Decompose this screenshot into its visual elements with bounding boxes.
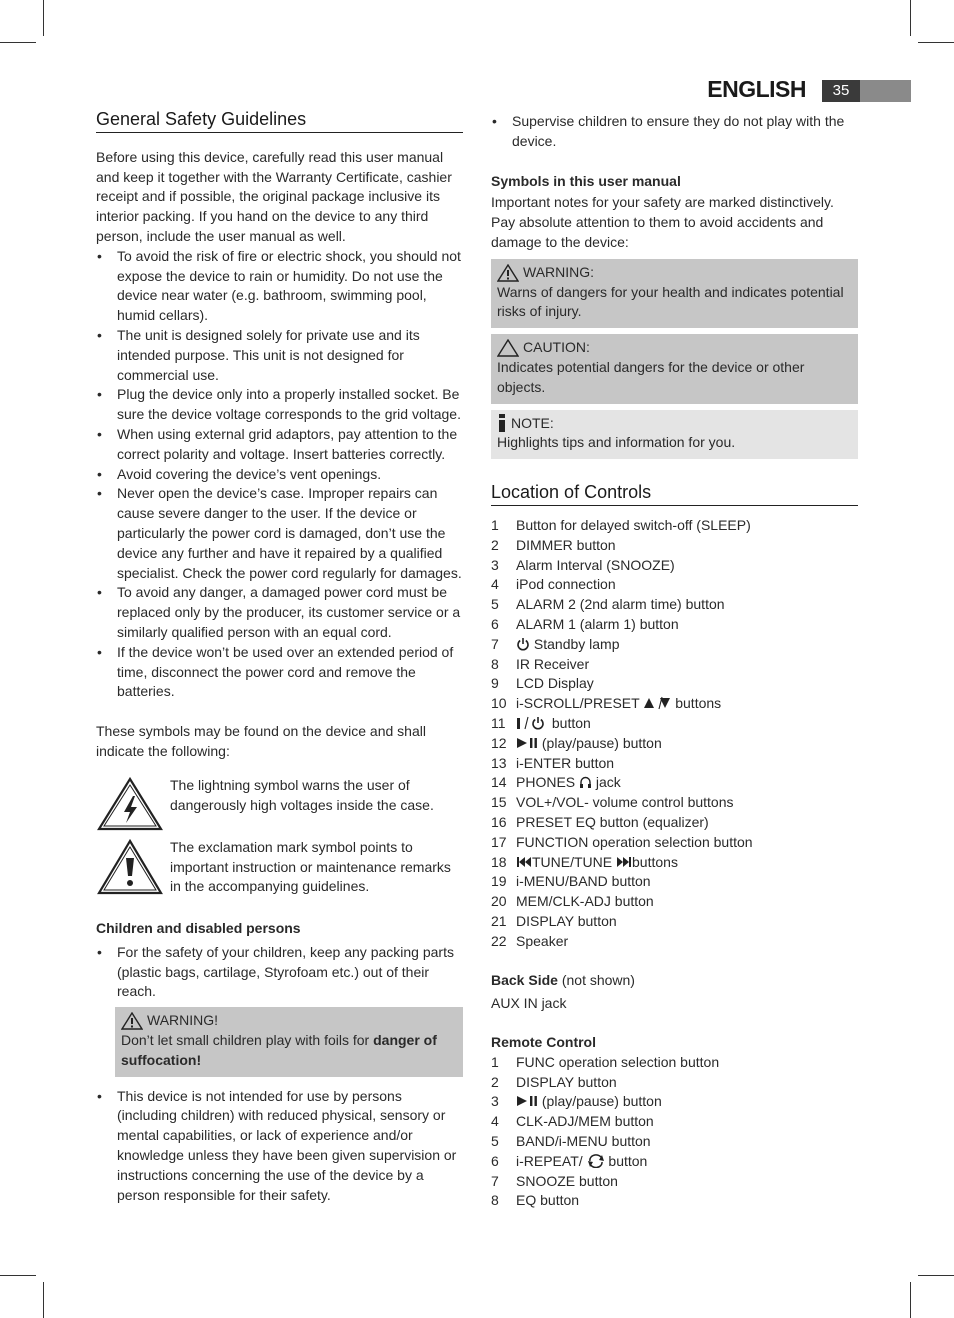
- list-item: [491, 793, 858, 813]
- back-side-note: (not shown): [561, 972, 635, 989]
- list-item: [491, 773, 858, 793]
- list-item: [491, 833, 858, 853]
- persons-bullet-list: [96, 1087, 463, 1206]
- caution-legend-box: [491, 334, 858, 403]
- power-icon: [516, 637, 530, 651]
- item-label-suffix: buttons: [632, 853, 678, 870]
- item-number: 3: [491, 1093, 499, 1110]
- warning-legend-title: [497, 263, 852, 283]
- list-item: [491, 1172, 858, 1192]
- page-number: 35: [822, 80, 860, 102]
- item-text: Button for delayed switch-off (SLEEP): [516, 516, 751, 533]
- list-item: [491, 575, 858, 595]
- crop-mark: [0, 1275, 36, 1276]
- item-label: button: [551, 714, 591, 731]
- item-text: EQ button: [516, 1192, 580, 1209]
- item-text: [516, 1092, 662, 1112]
- list-item: [491, 615, 858, 635]
- caution-triangle-icon: [497, 339, 519, 357]
- item-text: iPod connection: [516, 576, 616, 593]
- list-item: • Avoid covering the device’s vent openings.: [96, 465, 463, 485]
- item-text: ALARM 1 (alarm 1) button: [516, 615, 679, 632]
- warning-box-title: [121, 1011, 457, 1031]
- item-label: (play/pause) button: [541, 1093, 662, 1110]
- list-item: [491, 674, 858, 694]
- warning-legend-box: [491, 259, 858, 328]
- item-number: 8: [491, 1192, 499, 1209]
- play-pause-icon: [516, 736, 538, 750]
- item-label: i-SCROLL/PRESET: [516, 695, 640, 712]
- list-item: [491, 595, 858, 615]
- item-number: 20: [491, 893, 507, 910]
- item-text: LCD Display: [516, 675, 594, 692]
- item-text: VOL+/VOL- volume control buttons: [516, 794, 734, 811]
- crop-mark: [910, 1282, 911, 1318]
- item-text: DISPLAY button: [516, 912, 617, 929]
- item-label: Standby lamp: [533, 635, 620, 652]
- item-number: 10: [491, 695, 507, 712]
- warning-box: [115, 1007, 463, 1076]
- item-text: [516, 635, 620, 655]
- play-pause-icon: [516, 1094, 538, 1108]
- item-number: 5: [491, 1133, 499, 1150]
- warning-triangle-icon: [497, 264, 519, 282]
- list-item: [491, 714, 858, 734]
- list-item: • If the device won’t be used over an extended period of time, disconnect the power cord and remove the batteries.: [96, 643, 463, 702]
- item-number: 6: [491, 1152, 499, 1169]
- left-column: [96, 110, 463, 1205]
- item-text: i-ENTER button: [516, 754, 615, 771]
- section-title-safety: General Safety Guidelines: [96, 110, 463, 133]
- exclamation-warning-icon: [96, 838, 164, 896]
- list-item: [491, 536, 858, 556]
- item-text: [516, 1152, 647, 1172]
- symbols-heading: Symbols in this user manual: [491, 172, 681, 189]
- list-item: [491, 912, 858, 932]
- item-text: [516, 734, 662, 754]
- item-number: 14: [491, 774, 507, 791]
- item-text: [516, 694, 721, 714]
- list-item: [491, 813, 858, 833]
- skip-back-icon: [516, 855, 532, 869]
- crop-mark: [918, 42, 954, 43]
- item-text: ALARM 2 (2nd alarm time) button: [516, 596, 725, 613]
- language-heading: ENGLISH: [707, 76, 806, 102]
- item-number: 21: [491, 912, 507, 929]
- back-side-item: AUX IN jack: [491, 995, 567, 1012]
- item-text: Alarm Interval (SNOOZE): [516, 556, 675, 573]
- safety-bullet-list: [96, 247, 463, 702]
- list-item: [491, 892, 858, 912]
- symbols-paragraph: Important notes for your safety are marked distinctively. Pay absolute attention to them to avoid accidents and damage to the device:: [491, 194, 834, 250]
- item-number: 4: [491, 576, 499, 593]
- crop-mark: [910, 0, 911, 36]
- note-legend-box: [491, 410, 858, 460]
- caution-legend-text: Indicates potential dangers for the device or other objects.: [497, 358, 805, 395]
- headphones-icon: [579, 775, 592, 789]
- item-number: 15: [491, 794, 507, 811]
- back-side-label: Back Side: [491, 972, 558, 989]
- list-item: [491, 1132, 858, 1152]
- children-heading: Children and disabled persons: [96, 920, 301, 937]
- warning-legend-text: Warns of dangers for your health and indicates potential risks of injury.: [497, 283, 844, 320]
- list-item: • Plug the device only into a properly installed socket. Be sure the device voltage corresponds to the grid voltage.: [96, 385, 463, 425]
- item-text: DIMMER button: [516, 536, 616, 553]
- note-legend-label: NOTE:: [511, 414, 554, 431]
- list-item: • The unit is designed solely for private use and its intended purpose. This unit is not designed for commercial use.: [96, 326, 463, 385]
- item-number: 4: [491, 1113, 499, 1130]
- caution-legend-title: [497, 338, 852, 358]
- crop-mark: [0, 42, 36, 43]
- item-text: [516, 773, 621, 793]
- warning-label: WARNING!: [147, 1012, 219, 1029]
- power-toggle-icon: [516, 716, 548, 730]
- item-number: 8: [491, 655, 499, 672]
- item-number: 7: [491, 1172, 499, 1189]
- list-item: • This device is not intended for use by persons (including children) with reduced physical, sensory or mental capabilities, or lack of experience and/or knowledge unless they have been given supervision or instructions concerning the use of the device by a person responsible for their safety.: [96, 1087, 463, 1206]
- list-item: [491, 635, 858, 655]
- lightning-warning-icon: [96, 776, 164, 832]
- list-item: [491, 1191, 858, 1211]
- item-number: 1: [491, 516, 499, 533]
- list-item: [491, 1152, 858, 1172]
- warning-legend-label: WARNING:: [523, 263, 595, 280]
- list-item: • Never open the device’s case. Improper repairs can cause severe danger to the user. If the device or particularly the power cord is damaged, don’t use the device any further and have it repaired by a qualified specialist. Check the power cord regularly for damages.: [96, 484, 463, 583]
- item-label-suffix: button: [608, 1152, 648, 1169]
- item-label: TUNE/TUNE: [532, 853, 613, 870]
- item-number: 2: [491, 1073, 499, 1090]
- item-label-suffix: buttons: [675, 695, 722, 712]
- supervise-bullet-list: [491, 112, 858, 152]
- list-item: [491, 1073, 858, 1093]
- item-number: 11: [491, 714, 506, 731]
- item-number: 2: [491, 536, 499, 553]
- list-item: [491, 853, 858, 873]
- list-item: [491, 872, 858, 892]
- list-item: • To avoid the risk of fire or electric shock, you should not expose the device to rain or humidity. Do not use the device near water (e.g. bathroom, swimming pool, humid cellars).: [96, 247, 463, 326]
- intro-paragraph: Before using this device, carefully read this user manual and keep it together with the Warranty Certificate, cashier receipt and if possible, the original package inclusive its interior packing. If you hand on the device to any third person, include the user manual as well.: [96, 148, 452, 244]
- warning-text: [121, 1031, 457, 1071]
- item-number: 22: [491, 932, 507, 949]
- item-text: [516, 853, 678, 873]
- item-label: PHONES: [516, 774, 576, 791]
- item-number: 5: [491, 596, 499, 613]
- lightning-description: The lightning symbol warns the user of dangerously high voltages inside the case.: [170, 776, 434, 813]
- list-item: [491, 516, 858, 536]
- header-bar: [860, 80, 911, 102]
- warning-triangle-icon: [121, 1012, 143, 1030]
- list-item: [491, 1092, 858, 1112]
- up-down-arrows-icon: [643, 696, 671, 710]
- item-text: CLK-ADJ/MEM button: [516, 1113, 654, 1130]
- list-item: • Supervise children to ensure they do not play with the device.: [491, 112, 858, 152]
- list-item: [491, 1112, 858, 1132]
- lightning-symbol-row: [96, 776, 463, 832]
- list-item: [491, 556, 858, 576]
- note-legend-text: Highlights tips and information for you.: [497, 434, 736, 451]
- item-text: Speaker: [516, 932, 569, 949]
- item-number: 9: [491, 675, 499, 692]
- item-text: DISPLAY button: [516, 1073, 617, 1090]
- remote-heading: Remote Control: [491, 1034, 596, 1051]
- item-text: SNOOZE button: [516, 1172, 618, 1189]
- item-text: FUNC operation selection button: [516, 1053, 720, 1070]
- crop-mark: [43, 1282, 44, 1318]
- exclamation-description: The exclamation mark symbol points to important instruction or maintenance remarks in the accompanying guidelines.: [170, 838, 451, 895]
- controls-list: [491, 516, 858, 952]
- warning-text-main: Don’t let small children play with foils for: [121, 1032, 374, 1049]
- exclamation-symbol-row: [96, 838, 463, 897]
- info-icon: [497, 414, 507, 432]
- list-item: [491, 1053, 858, 1073]
- back-side-line: [491, 971, 858, 991]
- list-item: • For the safety of your children, keep any packing parts (plastic bags, cartilage, Styrofoam etc.) out of their reach.: [96, 943, 463, 1002]
- item-text: i-MENU/BAND button: [516, 873, 651, 890]
- list-item: [491, 734, 858, 754]
- item-number: 18: [491, 853, 507, 870]
- list-item: • To avoid any danger, a damaged power cord must be replaced only by the producer, its customer service or a similarly qualified person with an equal cord.: [96, 583, 463, 642]
- repeat-icon: [587, 1154, 605, 1168]
- list-item: [491, 694, 858, 714]
- item-number: 16: [491, 813, 507, 830]
- item-label: (play/pause) button: [541, 734, 662, 751]
- section-title-controls: Location of Controls: [491, 483, 858, 506]
- item-number: 17: [491, 833, 507, 850]
- list-item: [491, 754, 858, 774]
- item-number: 13: [491, 754, 507, 771]
- crop-mark: [43, 0, 44, 36]
- list-item: [491, 655, 858, 675]
- caution-legend-label: CAUTION:: [523, 339, 590, 356]
- list-item: • When using external grid adaptors, pay attention to the correct polarity and voltage. Insert batteries correctly.: [96, 425, 463, 465]
- item-text: IR Receiver: [516, 655, 590, 672]
- item-text: FUNCTION operation selection button: [516, 833, 753, 850]
- item-label-suffix: jack: [595, 774, 621, 791]
- item-text: PRESET EQ button (equalizer): [516, 813, 709, 830]
- children-bullet-list: [96, 943, 463, 1002]
- item-text: MEM/CLK-ADJ button: [516, 893, 654, 910]
- remote-list: [491, 1053, 858, 1211]
- list-item: [491, 932, 858, 952]
- skip-forward-icon: [616, 855, 632, 869]
- symbols-intro: These symbols may be found on the device and shall indicate the following:: [96, 723, 426, 759]
- item-number: 6: [491, 615, 499, 632]
- item-label: i-REPEAT/: [516, 1152, 583, 1169]
- item-number: 12: [491, 734, 507, 751]
- item-text: [516, 714, 591, 734]
- note-legend-title: [497, 414, 852, 434]
- right-column: [491, 110, 858, 1211]
- item-number: 7: [491, 635, 499, 652]
- item-number: 19: [491, 873, 507, 890]
- warning-text-bold: danger of suffocation!: [121, 1032, 437, 1068]
- item-text: BAND/i-MENU button: [516, 1133, 651, 1150]
- crop-mark: [918, 1275, 954, 1276]
- item-number: 3: [491, 556, 499, 573]
- item-number: 1: [491, 1053, 499, 1070]
